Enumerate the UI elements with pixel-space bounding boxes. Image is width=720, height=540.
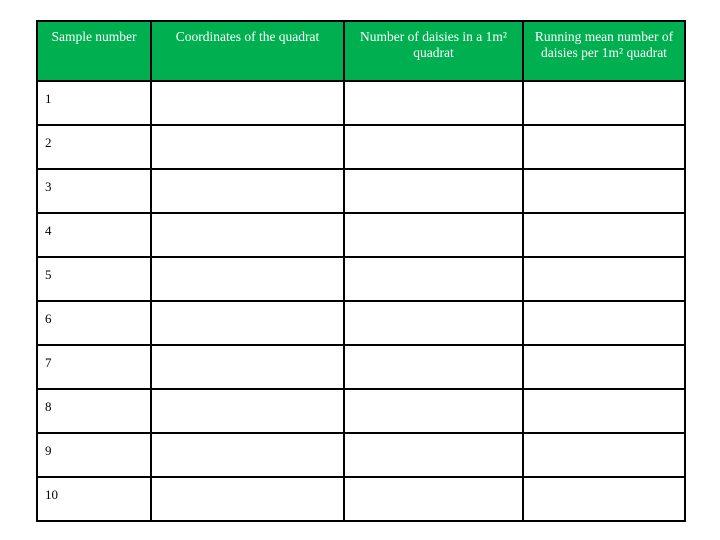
sample-number-cell: 10: [37, 477, 151, 521]
table-row: [37, 169, 685, 213]
running-mean-cell[interactable]: [523, 81, 685, 125]
sample-number-cell: 1: [37, 81, 151, 125]
running-mean-cell[interactable]: [523, 345, 685, 389]
coordinates-cell[interactable]: [151, 169, 344, 213]
coordinates-cell[interactable]: [151, 389, 344, 433]
running-mean-cell[interactable]: [523, 477, 685, 521]
table-row: [37, 389, 685, 433]
daisies-count-cell[interactable]: [344, 169, 523, 213]
daisies-count-cell[interactable]: [344, 433, 523, 477]
daisies-count-cell[interactable]: [344, 257, 523, 301]
daisies-count-cell[interactable]: [344, 125, 523, 169]
daisies-count-cell[interactable]: [344, 81, 523, 125]
sample-number-cell: 9: [37, 433, 151, 477]
quadrat-results-table: [36, 20, 686, 522]
table-row: [37, 81, 685, 125]
coordinates-cell[interactable]: [151, 257, 344, 301]
header-sample-number: Sample number: [37, 21, 151, 81]
header-running-mean: Running mean number of daisies per 1m² quadrat: [523, 21, 685, 81]
header-coordinates: Coordinates of the quadrat: [151, 21, 344, 81]
coordinates-cell[interactable]: [151, 213, 344, 257]
daisies-count-cell[interactable]: [344, 301, 523, 345]
header-row: [37, 21, 685, 81]
running-mean-cell[interactable]: [523, 389, 685, 433]
daisies-count-cell[interactable]: [344, 345, 523, 389]
coordinates-cell[interactable]: [151, 125, 344, 169]
table-row: [37, 213, 685, 257]
sample-number-cell: 5: [37, 257, 151, 301]
sample-number-cell: 3: [37, 169, 151, 213]
daisies-count-cell[interactable]: [344, 213, 523, 257]
table-row: [37, 433, 685, 477]
sample-number-cell: 7: [37, 345, 151, 389]
coordinates-cell[interactable]: [151, 477, 344, 521]
coordinates-cell[interactable]: [151, 345, 344, 389]
coordinates-cell[interactable]: [151, 433, 344, 477]
running-mean-cell[interactable]: [523, 213, 685, 257]
running-mean-cell[interactable]: [523, 257, 685, 301]
daisies-count-cell[interactable]: [344, 389, 523, 433]
coordinates-cell[interactable]: [151, 81, 344, 125]
running-mean-cell[interactable]: [523, 169, 685, 213]
header-number-of-daisies: Number of daisies in a 1m² quadrat: [344, 21, 523, 81]
coordinates-cell[interactable]: [151, 301, 344, 345]
table-row: [37, 125, 685, 169]
sample-number-cell: 4: [37, 213, 151, 257]
table-row: [37, 257, 685, 301]
sample-number-cell: 6: [37, 301, 151, 345]
running-mean-cell[interactable]: [523, 301, 685, 345]
table-row: [37, 345, 685, 389]
running-mean-cell[interactable]: [523, 433, 685, 477]
sample-number-cell: 2: [37, 125, 151, 169]
table-row: [37, 477, 685, 521]
running-mean-cell[interactable]: [523, 125, 685, 169]
sample-number-cell: 8: [37, 389, 151, 433]
table-row: [37, 301, 685, 345]
daisies-count-cell[interactable]: [344, 477, 523, 521]
